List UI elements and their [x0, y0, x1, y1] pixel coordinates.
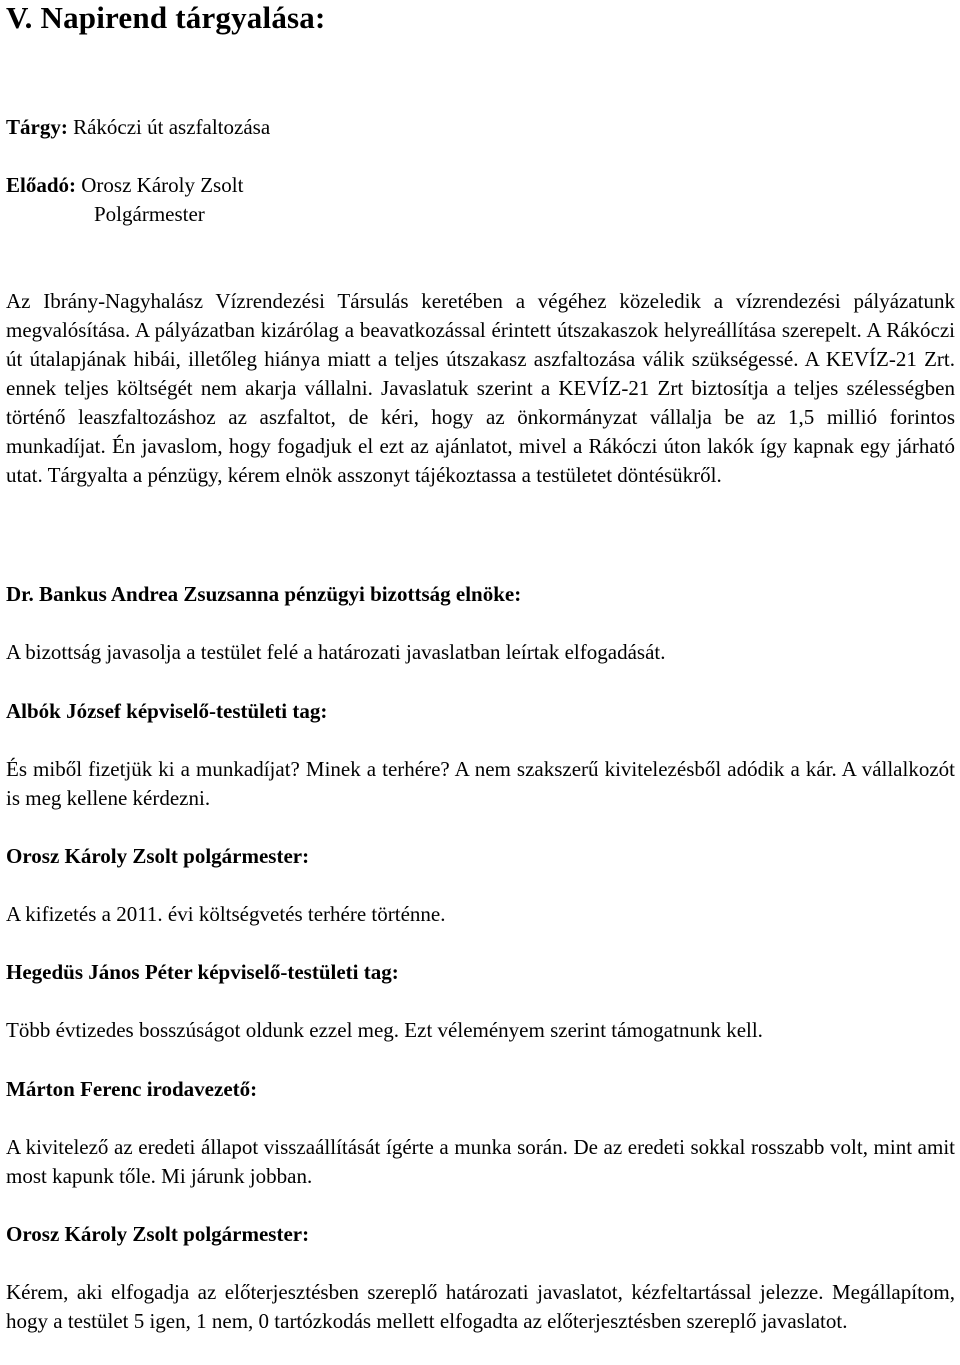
speaker-statement: Kérem, aki elfogadja az előterjesztésben szereplő határozati javaslatot, kézfeltartással jelezze. Megállapítom, hogy a testület 5 igen, 1 nem, 0 tartózkodás mellett elfogadta az előterjesztésben szereplő javaslatot.	[6, 1280, 955, 1333]
presenter-role: Polgármester	[94, 202, 205, 226]
speaker-statement: És miből fizetjük ki a munkadíjat? Minek a terhére? A nem szakszerű kivitelezésből adódik a kár. A vállalkozót is meg kellene kérdezni.	[6, 757, 955, 810]
speaker-heading: Dr. Bankus Andrea Zsuzsanna pénzügyi bizottság elnöke:	[6, 582, 522, 606]
speaker-heading: Orosz Károly Zsolt polgármester:	[6, 1222, 310, 1246]
subject-value: Rákóczi út aszfaltozása	[67, 115, 271, 139]
intro-paragraph: Az Ibrány-Nagyhalász Vízrendezési Társulás keretében a végéhez közeledik a vízrendezési pályázatunk megvalósítása. A pályázatban kizárólag a beavatkozással érintett útszakaszok helyreállítása szerepelt. A Rákóczi út útalapjának hibái, illetőleg hiánya miatt a teljes útszakasz aszfaltozása válik szükségessé. A KEVÍZ-21 Zrt. ennek teljes költségét nem akarja vállalni. Javaslatuk szerint a KEVÍZ-21 Zrt biztosítja a teljes szélességben történő leaszfaltozáshoz az aszfaltot, de kéri, hogy az önkormányzat vállalja be az 1,5 millió forintos munkadíjat. Én javaslom, hogy fogadjuk el ezt az ajánlatot, mivel a Rákóczi úton lakók így kapnak egy járható utat. Tárgyalta a pénzügy, kérem elnök asszonyt tájékoztassa a testületet döntésükről.	[6, 289, 955, 487]
presenter-line	[6, 171, 955, 200]
presenter-name: Orosz Károly Zsolt	[76, 173, 244, 197]
speaker-statement: A bizottság javasolja a testület felé a határozati javaslatban leírtak elfogadását.	[6, 640, 666, 664]
speaker-heading: Orosz Károly Zsolt polgármester:	[6, 844, 310, 868]
subject-line	[6, 113, 955, 142]
speaker-heading: Márton Ferenc irodavezető:	[6, 1077, 258, 1101]
speaker-heading: Albók József képviselő-testületi tag:	[6, 699, 328, 723]
presenter-label: Előadó:	[6, 173, 77, 197]
speaker-statement: A kifizetés a 2011. évi költségvetés terhére történne.	[6, 902, 446, 926]
subject-label: Tárgy:	[6, 115, 68, 139]
speaker-statement: Több évtizedes bosszúságot oldunk ezzel meg. Ezt véleményem szerint támogatnunk kell.	[6, 1018, 763, 1042]
speaker-heading: Hegedüs János Péter képviselő-testületi tag:	[6, 960, 399, 984]
agenda-heading: V. Napirend tárgyalása:	[6, 0, 326, 35]
speaker-statement: A kivitelező az eredeti állapot visszaállítását ígérte a munka során. De az eredeti sokkal rosszabb volt, mint amit most kapunk tőle. Mi járunk jobban.	[6, 1135, 955, 1188]
